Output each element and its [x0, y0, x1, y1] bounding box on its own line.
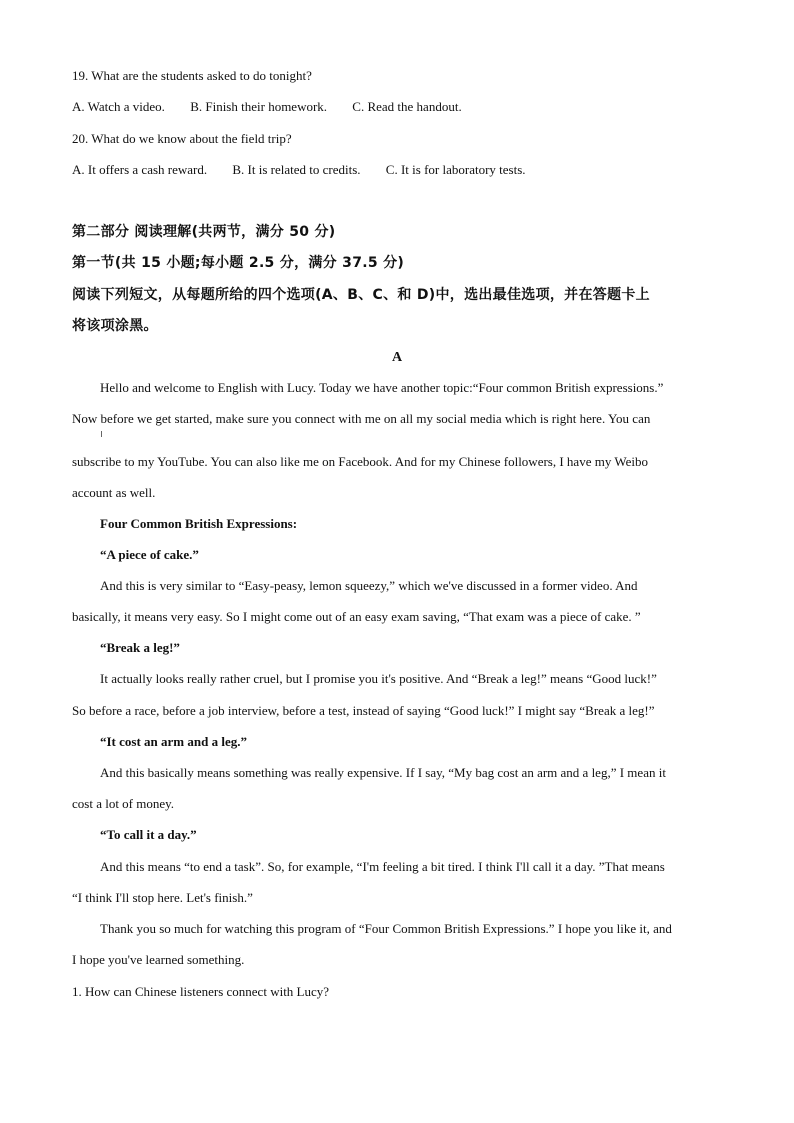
expression-title: “To call it a day.”	[100, 827, 197, 842]
passage-line: account as well.	[72, 485, 156, 500]
expression-line: And this means “to end a task”. So, for example, “I'm feeling a bit tired. I think I'll call it a day. ”That means	[100, 859, 665, 874]
subsection-title: 第一节(共 15 小题;每小题 2.5 分，满分 37.5 分)	[72, 255, 405, 271]
expression-title: “A piece of cake.”	[100, 547, 199, 562]
option-c: C. Read the handout.	[352, 99, 462, 114]
expression-title: “Break a leg!”	[100, 640, 180, 655]
expression-line: It actually looks really rather cruel, but I promise you it's positive. And “Break a leg!” means “Good luck!”	[100, 671, 657, 686]
expression-line: cost a lot of money.	[72, 796, 175, 811]
passage-line: Now before we get started, make sure you connect with me on all my social media which is right here. You can	[72, 411, 651, 426]
expression-title: “It cost an arm and a leg.”	[100, 734, 247, 749]
question-19-stem: 19. What are the students asked to do tonight?	[72, 68, 312, 83]
expression-line: basically, it means very easy. So I might come out of an easy exam saving, “That exam was a piece of cake. ”	[72, 609, 641, 624]
instructions-line-2: 将该项涂黑。	[72, 318, 158, 334]
option-a: A. Watch a video.	[72, 99, 165, 114]
closing-line: I hope you've learned something.	[72, 952, 245, 967]
passage-line: subscribe to my YouTube. You can also like me on Facebook. And for my Chinese followers, I have my Weibo	[72, 454, 648, 469]
question-19-options	[72, 98, 462, 116]
expressions-heading: Four Common British Expressions:	[100, 516, 298, 531]
expression-line: So before a race, before a job interview, before a test, instead of saying “Good luck!” I might say “Break a leg!”	[72, 703, 655, 718]
expression-line: And this is very similar to “Easy-peasy, lemon squeezy,” which we've discussed in a former video. And	[100, 578, 638, 593]
option-a: A. It offers a cash reward.	[72, 162, 208, 177]
instructions-line-1: 阅读下列短文，从每题所给的四个选项(A、B、C、和 D)中，选出最佳选项，并在答题卡上	[72, 287, 650, 303]
option-b: B. It is related to credits.	[232, 162, 361, 177]
closing-line: Thank you so much for watching this program of “Four Common British Expressions.” I hope you like it, and	[100, 921, 672, 936]
stray-mark	[101, 431, 102, 437]
part-title: 第二部分 阅读理解(共两节，满分 50 分)	[72, 224, 336, 240]
passage-line: Hello and welcome to English with Lucy. Today we have another topic:“Four common British expressions.”	[100, 380, 664, 395]
expression-line: And this basically means something was really expensive. If I say, “My bag cost an arm and a leg,” I mean it	[100, 765, 666, 780]
question-20-options	[72, 161, 526, 179]
option-c: C. It is for laboratory tests.	[385, 162, 526, 177]
option-b: B. Finish their homework.	[190, 99, 328, 114]
question-1-stem: 1. How can Chinese listeners connect with Lucy?	[72, 984, 330, 999]
passage-letter: A	[391, 350, 403, 365]
expression-line: “I think I'll stop here. Let's finish.”	[72, 890, 253, 905]
question-20-stem: 20. What do we know about the field trip?	[72, 131, 292, 146]
